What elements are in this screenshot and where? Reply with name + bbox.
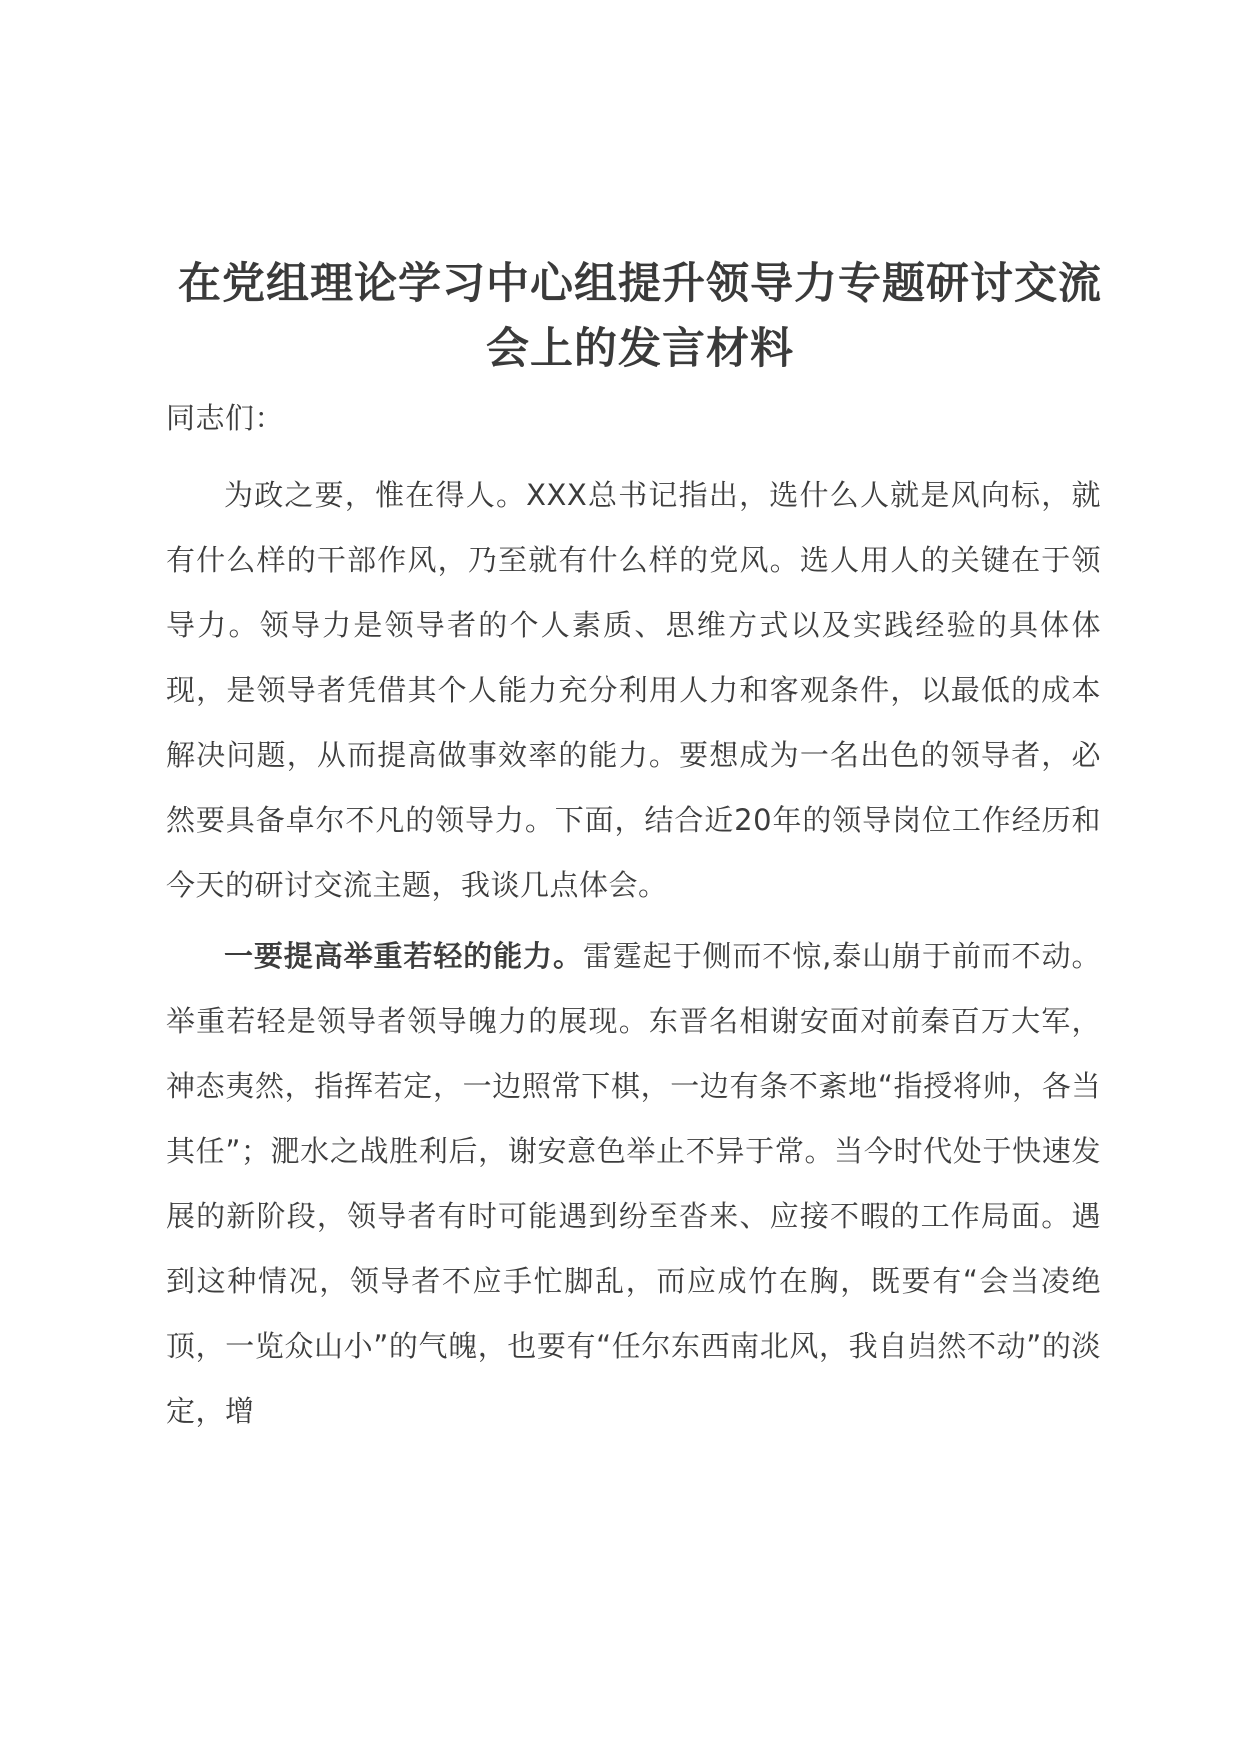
document-title [150,252,1130,382]
document-body [166,398,1101,1444]
title-line-1: 在党组理论学习中心组提升领导力专题研讨交流 [178,259,1102,309]
paragraph-intro [166,463,1101,918]
paragraph-text: 雷霆起于侧而不惊,泰山崩于前而不动。举重若轻是领导者领导魄力的展现。东晋名相谢安面对前秦百万大军，神态夷然，指挥若定，一边照常下棋，一边有条不紊地“指授将帅，各当其任”；淝水之战胜利后，谢安意色举止不异于常。当今时代处于快速发展的新阶段，领导者有时可能遇到纷至沓来、应接不暇的工作局面。遇到这种情况，领导者不应手忙脚乱，而应成竹在胸，既要有“会当凌绝顶，一览众山小”的气魄，也要有“任尔东西南北风，我自岿然不动”的淡定，增 [166,939,1101,1428]
salutation: 同志们： [166,401,285,435]
paragraph-text: 为政之要，惟在得人。XXX总书记指出，选什么人就是风向标，就有什么样的干部作风，乃至就有什么样的党风。选人用人的关键在于领导力。领导力是领导者的个人素质、思维方式以及实践经验的具体体现，是领导者凭借其个人能力充分利用人力和客观条件，以最低的成本解决问题，从而提高做事效率的能力。要想成为一名出色的领导者，必然要具备卓尔不凡的领导力。下面，结合近20年的领导岗位工作经历和今天的研讨交流主题，我谈几点体会。 [166,478,1101,902]
paragraph-point-one [166,924,1101,1444]
paragraph-lead: 一要提高举重若轻的能力。 [224,939,583,973]
title-line-2: 会上的发言材料 [486,324,794,374]
